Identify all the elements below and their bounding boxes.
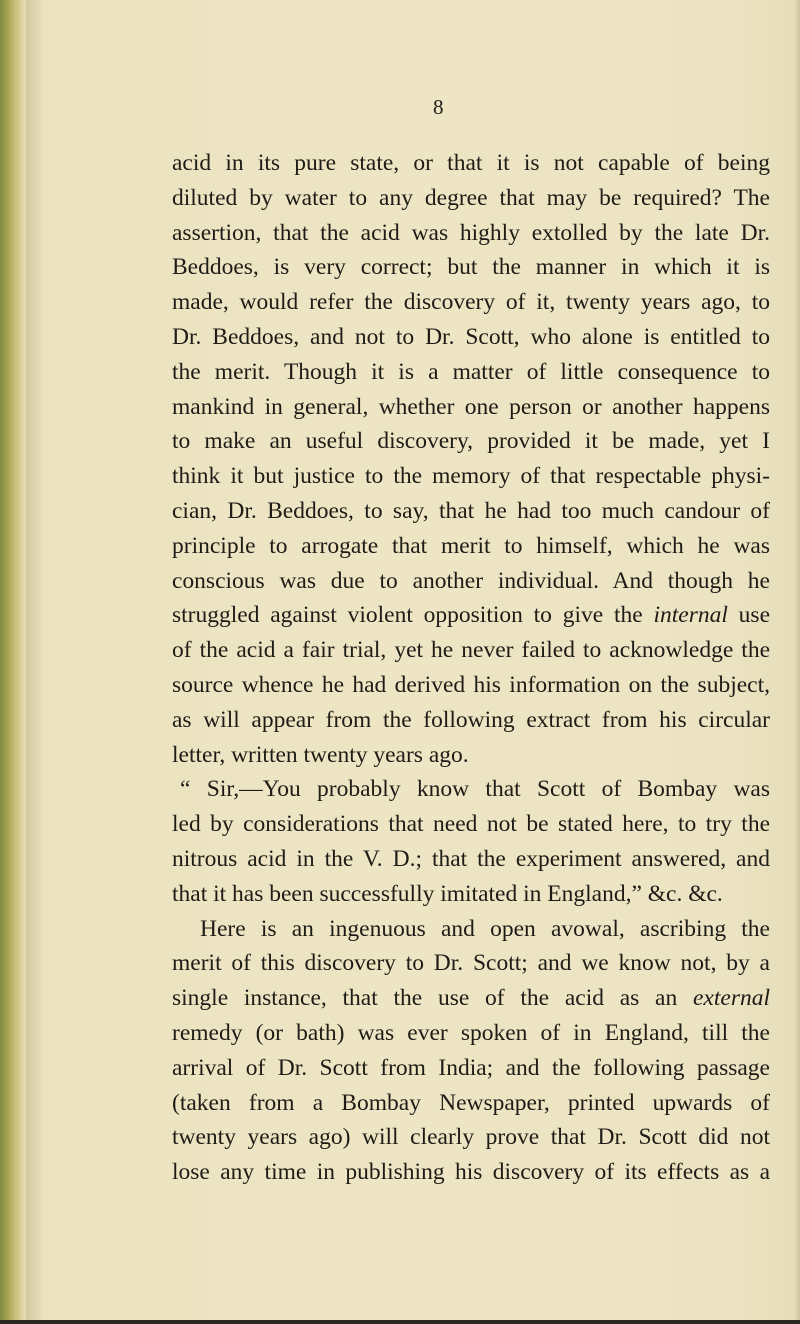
text-line: the merit. Though it is a matter of little consequence to bbox=[172, 358, 770, 385]
page-number: 8 bbox=[433, 95, 444, 119]
text-line: lose any time in publishing his discovery of its effects as a bbox=[172, 1159, 770, 1186]
text-line: Beddoes, is very correct; but the manner in which it is bbox=[172, 254, 770, 281]
text-line: letter, written twenty years ago. bbox=[172, 741, 469, 768]
quote-line: nitrous acid in the V. D.; that the experiment answered, and bbox=[172, 845, 770, 872]
text-line: merit of this discovery to Dr. Scott; and we know not, by a bbox=[172, 950, 770, 977]
text-line: twenty years ago) will clearly prove that Dr. Scott did not bbox=[172, 1124, 770, 1151]
text-segment: single instance, that the use of the acid as an bbox=[172, 985, 693, 1012]
scan-bottom-edge bbox=[0, 1320, 800, 1324]
italic-word: internal bbox=[653, 602, 728, 629]
quote-line: that it has been successfully imitated in England,” &c. &c. bbox=[172, 880, 723, 907]
text-line: Dr. Beddoes, and not to Dr. Scott, who alone is entitled to bbox=[172, 323, 770, 350]
text-segment: use bbox=[727, 602, 770, 629]
text-line-with-italic bbox=[172, 598, 770, 633]
text-line: source whence he had derived his information on the subject, bbox=[172, 671, 770, 698]
text-line: conscious was due to another individual. And though he bbox=[172, 567, 770, 594]
text-line: remedy (or bath) was ever spoken of in England, till the bbox=[172, 1019, 770, 1046]
body-text bbox=[172, 146, 770, 1190]
text-line: think it but justice to the memory of that respectable physi- bbox=[172, 463, 770, 490]
text-line: diluted by water to any degree that may be required? The bbox=[172, 184, 770, 211]
text-line: (taken from a Bombay Newspaper, printed upwards of bbox=[172, 1089, 770, 1116]
text-line: Here is an ingenuous and open avowal, ascribing the bbox=[200, 915, 770, 942]
text-segment: struggled against violent opposition to give the bbox=[172, 602, 654, 629]
text-line: as will appear from the following extract from his circular bbox=[172, 706, 770, 733]
text-line: to make an useful discovery, provided it be made, yet I bbox=[172, 428, 770, 455]
quote-line: “ Sir,—You probably know that Scott of Bombay was bbox=[180, 776, 770, 803]
text-line: mankind in general, whether one person or another happens bbox=[172, 393, 770, 420]
gutter-shadow bbox=[26, 0, 44, 1324]
italic-word: external bbox=[693, 985, 770, 1012]
text-line: of the acid a fair trial, yet he never failed to acknowledge the bbox=[172, 637, 770, 664]
text-line: made, would refer the discovery of it, twenty years ago, to bbox=[172, 289, 770, 316]
quote-line: led by considerations that need not be stated here, to try the bbox=[172, 811, 770, 838]
text-line: assertion, that the acid was highly extolled by the late Dr. bbox=[172, 219, 770, 246]
text-line: acid in its pure state, or that it is not capable of being bbox=[172, 150, 770, 176]
text-line: principle to arrogate that merit to himself, which he was bbox=[172, 532, 770, 559]
page-edge bbox=[794, 0, 800, 1324]
text-line: cian, Dr. Beddoes, to say, that he had too much candour of bbox=[172, 497, 770, 524]
text-line-with-italic bbox=[172, 981, 770, 1016]
binding-gutter bbox=[0, 0, 26, 1324]
text-line: arrival of Dr. Scott from India; and the following passage bbox=[172, 1054, 770, 1081]
